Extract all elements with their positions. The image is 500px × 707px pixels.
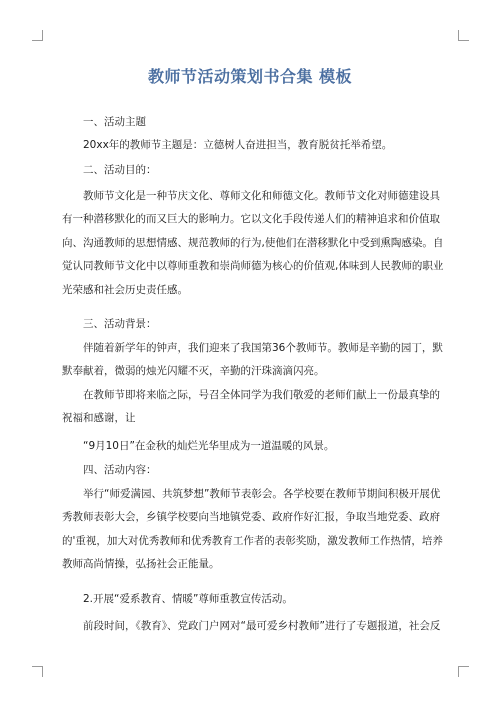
corner-mark-bottom-right xyxy=(458,666,469,677)
paragraph-purpose: 教师节文化是一种节庆文化、尊师文化和师德文化。教师节文化对师德建设具有一种潜移默化的而又巨大的影响力。它以文化手段传递人们的精神追求和价值取向、沟通教师的思想情感、规范教师的行为,使他们在潜移默化中受到熏陶感染。自觉认同教师节文化中以尊师重教和崇尚师德为核心的价值观,体味到人民教师的职业光荣感和社会历史责任感。 xyxy=(62,190,444,296)
section-heading-theme: 一、活动主题 xyxy=(83,116,146,128)
document-title: 教师节活动策划书合集 模板 xyxy=(147,67,353,86)
paragraph-background-1: 伴随着新学年的钟声，我们迎来了我国第36个教师节。教师是辛勤的园丁，默默奉献着，微弱的烛光闪耀不灭，辛勤的汗珠滴滴闪亮。 xyxy=(62,342,443,378)
paragraph-content-3: 前段时间，《教育》、党政门户网对“最可爱乡村教师”进行了专题报道，社会反 xyxy=(83,620,441,632)
section-heading-purpose: 二、活动目的： xyxy=(83,164,157,176)
paragraph-background-2: 在教师节即将来临之际，号召全体同学为我们敬爱的老师们献上一份最真挚的祝福和感谢，让 xyxy=(62,389,440,425)
section-heading-content: 四、活动内容： xyxy=(83,464,157,476)
paragraph-content-1: 举行“师爱满园、共筑梦想”教师节表彰会。各学校要在教师节期间积极开展优秀教师表彰大会，乡镇学校要向当地镇党委、政府作好汇报，争取当地党委、政府的'重视，加大对优秀教师和优秀教育工作者的表彰奖励，激发教师工作热情，培养教师高尚情操，弘扬社会正能量。 xyxy=(62,488,443,571)
corner-mark-top-right xyxy=(458,30,469,41)
section-heading-background: 三、活动背景： xyxy=(83,318,157,330)
paragraph-content-2: 2.开展“爱系教育、情暖”尊师重教宣传活动。 xyxy=(83,593,293,605)
paragraph-background-3: “9月10日”在金秋的灿烂光华里成为一道温暖的风景。 xyxy=(83,440,335,452)
corner-mark-top-left xyxy=(32,30,43,41)
paragraph-theme: 20xx年的教师节主题是：立德树人奋进担当，教育脱贫托举希望。 xyxy=(83,139,393,151)
corner-mark-bottom-left xyxy=(32,666,43,677)
